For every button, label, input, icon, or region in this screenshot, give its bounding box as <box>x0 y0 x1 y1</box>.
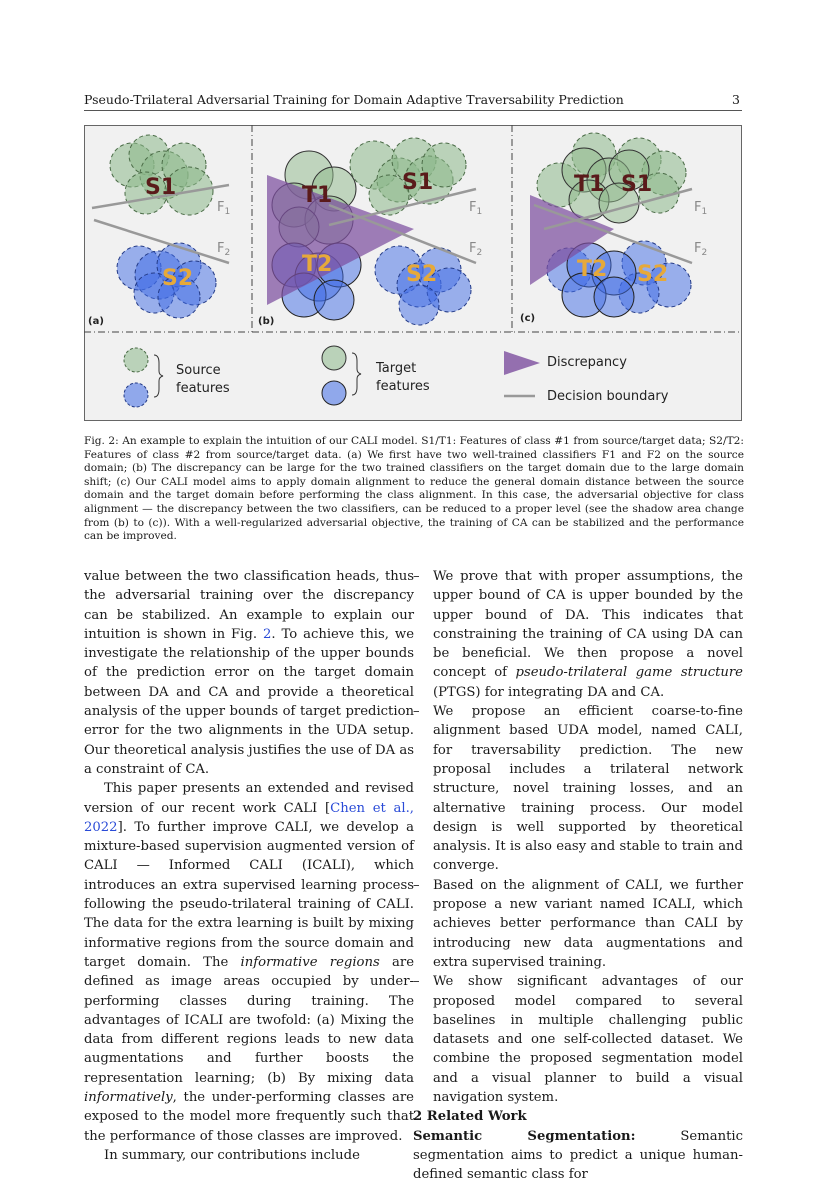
panel-label-b: (b) <box>258 316 275 327</box>
label-s1-a: S1 <box>145 175 177 200</box>
label-f1-c: $F_1$ <box>694 200 708 217</box>
label-f1-b: $F_1$ <box>469 200 483 217</box>
contribution-item: – We propose an efficient coarse-to-fine alignment based UDA model, named CALI, for traversability prediction. The new proposal includes a trilateral network structure, novel training losses, and an alternative training process. Our model design is well supported by theoretical analysis. It is also easy and stable to train and converge. <box>413 704 743 874</box>
legend-target-2: features <box>376 379 430 394</box>
label-f2-a: $F_2$ <box>217 241 231 258</box>
page-number: 3 <box>732 92 740 107</box>
label-s1-c: S1 <box>621 172 653 197</box>
paragraph-1: value between the two classification heads, thus the adversarial training over the discrepancy can be stabilized. An example to explain our intuition is shown in Fig. 2. To achieve this, we investigate the relationship of the upper bounds of the prediction error on the target domain between DA and CA and provide a theoretical analysis of the upper bounds of target prediction error for the two alignments in the UDA setup. Our theoretical analysis justifies the use of DA as a constraint of CA. <box>84 569 414 777</box>
label-s2-b: S2 <box>406 262 438 287</box>
contribution-item: – Based on the alignment of CALI, we further propose a new variant named ICALI, which achieves better performance than CALI by introducing new data augmentations and extra supervised training. <box>413 877 743 970</box>
label-f2-b: $F_2$ <box>469 241 483 258</box>
figure-2 <box>84 125 742 421</box>
left-column <box>84 567 414 1165</box>
label-t1-b: T1 <box>302 183 333 208</box>
label-f2-c: $F_2$ <box>694 241 708 258</box>
legend-source-2: features <box>176 381 230 396</box>
paragraph-semantic-segmentation: Semantic Segmentation: Semantic segmentation aims to predict a unique human-defined semantic class for <box>413 1128 744 1183</box>
right-column <box>413 567 743 1185</box>
running-header <box>84 92 742 111</box>
legend-boundary: Decision boundary <box>547 389 669 404</box>
label-s2-a: S2 <box>162 266 194 291</box>
label-t2-b: T2 <box>302 252 333 277</box>
figure-caption: Fig. 2: An example to explain the intuition of our CALI model. S1/T1: Features of class #1 from source/target data; S2/T2: Features of class #2 from source/target data. (a) We first have two well-trained classifiers F1 and F2 on the source domain; (b) The discrepancy can be large for the two trained classifiers on the target domain due to the large domain shift; (c) Our CALI model aims to apply domain alignment to reduce the general domain distance between the source domain and the target domain before performing the class alignment. In this case, the adversarial objective for class alignment — the discrepancy between the two classifiers, can be reduced to a proper level (see the shadow area change from (b) to (c)). With a well-regularized adversarial objective, the training of CA can be stabilized and the performance can be improved. <box>84 435 744 543</box>
label-s2-c: S2 <box>637 262 669 287</box>
paragraph-2: This paper presents an extended and revised version of our recent work CALI [Chen et al., 2022]. To further improve CALI, we develop a mixture-based supervision augmented version of CALI — Informed CALI (ICALI), which introduces an extra supervised learning process following the pseudo-trilateral training of CALI. The data for the extra learning is built by mixing informative regions from the source domain and target domain. The informative regions are defined as image areas occupied by under-performing classes during training. The advantages of ICALI are twofold: (a) Mixing the data from different regions leads to new data augmentations and further boosts the representation learning; (b) By mixing data informatively, the under-performing classes are exposed to the model more frequently such that the performance of those classes are improved. <box>84 781 414 1144</box>
legend-source-1: Source <box>176 363 221 378</box>
panel-label-c: (c) <box>520 313 536 324</box>
label-t2-c: T2 <box>577 257 608 282</box>
figure-ref-link[interactable]: 2 <box>262 626 272 642</box>
label-f1-a: $F_1$ <box>217 200 231 217</box>
section-heading: 2 Related Work <box>413 1109 527 1125</box>
legend-discrepancy: Discrepancy <box>547 355 627 370</box>
label-t1-c: T1 <box>574 172 605 197</box>
contribution-item: – We show significant advantages of our proposed model compared to several baselines in multiple challenging public datasets and one self-collected dataset. We combine the proposed segmentation model and a visual planner to build a visual navigation system. <box>413 974 743 1106</box>
citation-link[interactable]: Chen et al., 2022 <box>84 800 414 835</box>
running-title: Pseudo-Trilateral Adversarial Training for Domain Adaptive Traversability Prediction <box>84 92 624 107</box>
paragraph-3: In summary, our contributions include <box>104 1147 360 1163</box>
panel-label-a: (a) <box>88 316 104 327</box>
label-s1-b: S1 <box>402 170 434 195</box>
contribution-item: – We prove that with proper assumptions, the upper bound of CA is upper bounded by the upper bound of DA. This indicates that constraining the training of CA using DA can be beneficial. We then propose a novel concept of pseudo-trilateral game structure (PTGS) for integrating DA and CA. <box>413 569 743 700</box>
legend-target-1: Target <box>376 361 417 376</box>
